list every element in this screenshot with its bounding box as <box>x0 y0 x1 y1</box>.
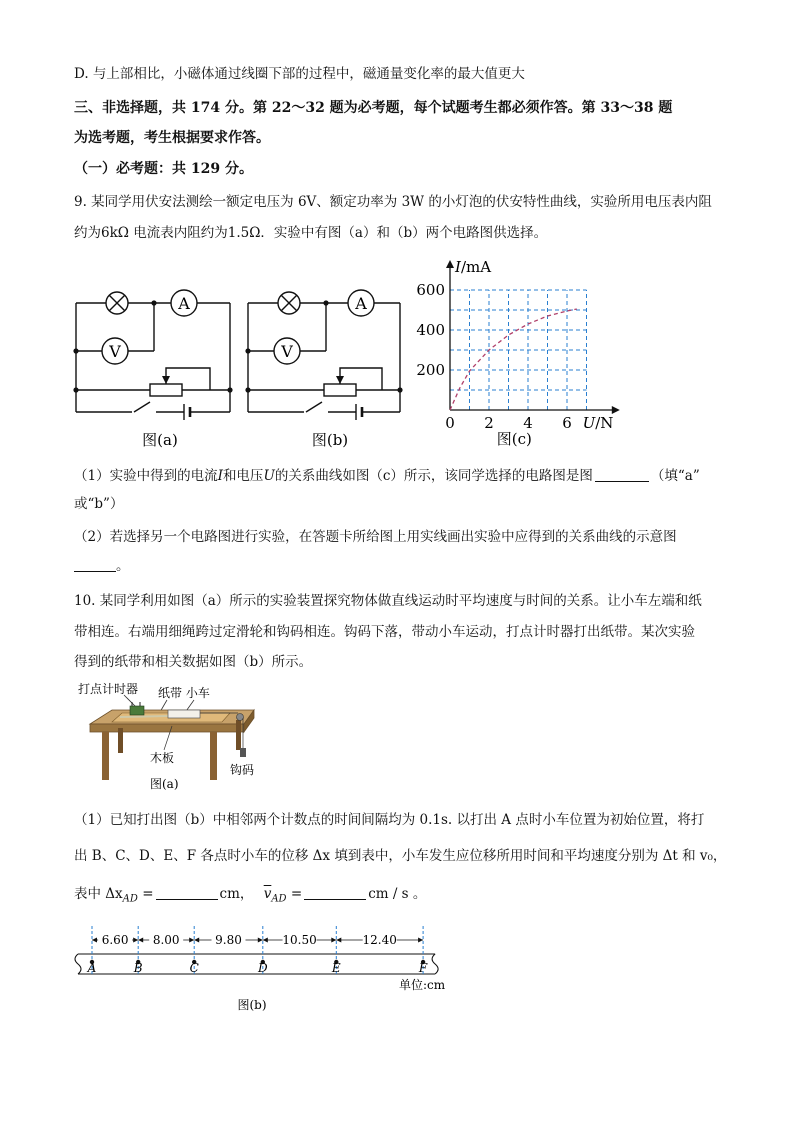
spacing-arrow <box>418 938 423 943</box>
board-label: 木板 <box>150 751 175 765</box>
x-tick-label: 6 <box>562 414 572 432</box>
v-unit: cm / s 。 <box>368 886 427 902</box>
x-axis-label: U/N <box>582 414 614 432</box>
v-label: $\overline{v}$ <box>263 886 272 902</box>
apparatus-figure <box>72 680 272 795</box>
dx-eq: = <box>137 886 154 902</box>
q10-stem-cont2: 得到的纸带和相关数据如图（b）所示。 <box>74 654 313 670</box>
figure-a-label: 图(a) <box>142 431 178 449</box>
q9-part1-cont: 或“b”） <box>74 496 124 512</box>
q10-part1: （1）已知打出图（b）中相邻两个计数点的时间间隔均为 0.1s. 以打出 A 点时小车位置为初始位置，将打 <box>74 812 705 828</box>
apparatus-fig-label: 图(a) <box>150 777 179 791</box>
voltmeter-a: V <box>109 342 121 361</box>
spacing-arrow <box>133 938 138 943</box>
y-axis-arrow <box>446 260 454 268</box>
x-tick-label: 2 <box>484 414 494 432</box>
weight <box>240 748 246 757</box>
tape-point-label: B <box>133 961 143 975</box>
tape-figure <box>70 924 450 1014</box>
option-d: D. 与上部相比，小磁体通过线圈下部的过程中，磁通量变化率的最大值更大 <box>74 66 525 82</box>
tape-point-label: E <box>331 961 341 975</box>
dx-blank[interactable] <box>156 885 218 900</box>
timer-label: 打点计时器 <box>78 682 139 696</box>
y-tick-label: 400 <box>416 321 445 339</box>
q9-part2-blank[interactable] <box>74 557 116 572</box>
spacing-label: 8.00 <box>152 933 180 947</box>
tape-point-label: C <box>189 961 199 975</box>
circuit-diagrams <box>60 270 420 450</box>
x-tick-label: 0 <box>445 414 455 432</box>
y-tick-label: 200 <box>416 361 445 379</box>
spacing-arrow <box>258 938 263 943</box>
q9-part2: （2）若选择另一个电路图进行实验，在答题卡所给图上用实线画出实验中应得到的关系曲线的示意图 <box>74 529 677 545</box>
q9-var-i: I <box>217 468 223 484</box>
q9-var-u: U <box>263 468 275 484</box>
ammeter-a: A <box>178 294 190 313</box>
q9-stem: 9. 某同学用伏安法测绘一额定电压为 6V、额定功率为 3W 的小灯泡的伏安特性曲线，实验所用电压表内阻 <box>74 194 712 210</box>
x-tick-label: 4 <box>523 414 533 432</box>
q10-stem-cont: 带相连。右端用细绳跨过定滑轮和钩码相连。钩码下落，带动小车运动，打点计时器打出纸带。某次实验 <box>74 624 695 640</box>
y-tick-label: 600 <box>416 281 445 299</box>
weight-label: 钩码 <box>230 763 255 777</box>
spacing-arrow <box>336 938 341 943</box>
required-heading: （一）必考题：共 129 分。 <box>74 161 253 177</box>
section-3-heading: 三、非选择题，共 174 分。第 22～32 题为必考题，每个试题考生都必须作答。第 33～38 题 <box>74 100 673 116</box>
tape-cart-label: 纸带 小车 <box>158 686 210 700</box>
spacing-label: 10.50 <box>282 933 317 947</box>
spacing-arrow <box>331 938 336 943</box>
q9-part1-post: 的关系曲线如图（c）所示，该同学选择的电路图是图 <box>274 468 593 484</box>
dx-sub: AD <box>122 893 138 905</box>
q9-stem-cont: 约为6kΩ 电流表内阻约为1.5Ω．实验中有图（a）和（b）两个电路图供选择。 <box>74 225 548 241</box>
q10-part1-blanks <box>74 884 426 910</box>
tape-point-label: D <box>257 961 268 975</box>
cart <box>168 710 200 718</box>
iu-chart <box>410 252 625 452</box>
spacing-arrow <box>92 938 97 943</box>
chart-title: 图(c) <box>496 430 532 448</box>
ammeter-b: A <box>355 294 367 313</box>
tape-left-end <box>75 954 81 974</box>
v-eq: = <box>286 886 303 902</box>
voltmeter-b: V <box>281 342 293 361</box>
dx-unit: cm， <box>219 886 254 902</box>
timer <box>130 706 144 715</box>
spacing-arrow <box>194 938 199 943</box>
tape-unit: 单位:cm <box>398 978 446 992</box>
x-axis-arrow <box>612 406 620 414</box>
spacing-arrow <box>263 938 268 943</box>
y-axis-label: I/mA <box>455 258 492 276</box>
tape-right-end <box>432 954 438 974</box>
figure-b-label: 图(b) <box>311 431 349 449</box>
q9-part2-end: 。 <box>116 558 130 574</box>
spacing-label: 9.80 <box>215 933 242 947</box>
q10-stem: 10. 某同学利用如图（a）所示的实验装置探究物体做直线运动时平均速度与时间的关系。让小车左端和纸 <box>74 593 702 609</box>
tape-point-label: A <box>87 961 97 975</box>
section-3-heading-cont: 为选考题，考生根据要求作答。 <box>74 130 270 146</box>
q9-part2-cont <box>74 556 130 576</box>
spacing-arrow <box>189 938 194 943</box>
v-blank[interactable] <box>304 885 366 900</box>
tape-point-label: F <box>418 961 428 975</box>
spacing-label: 6.60 <box>101 933 129 947</box>
dx-label: 表中 Δx <box>74 886 123 902</box>
q9-part1-pre: （1）实验中得到的电流 <box>74 468 218 484</box>
spacing-label: 12.40 <box>362 933 397 947</box>
tape-fig-label: 图(b) <box>237 998 267 1012</box>
q9-part1-tail: （填“a” <box>650 468 700 484</box>
q9-part1 <box>74 466 700 486</box>
v-sub: AD <box>271 893 287 905</box>
q10-part1-cont: 出 B、C、D、E、F 各点时小车的位移 Δx 填到表中，小车发生应位移所用时间和平均速度分别为 Δt 和 v₀， <box>74 848 727 864</box>
spacing-arrow <box>138 938 143 943</box>
q9-part1-mid: 和电压 <box>222 468 264 484</box>
q9-part1-blank[interactable] <box>595 467 649 482</box>
